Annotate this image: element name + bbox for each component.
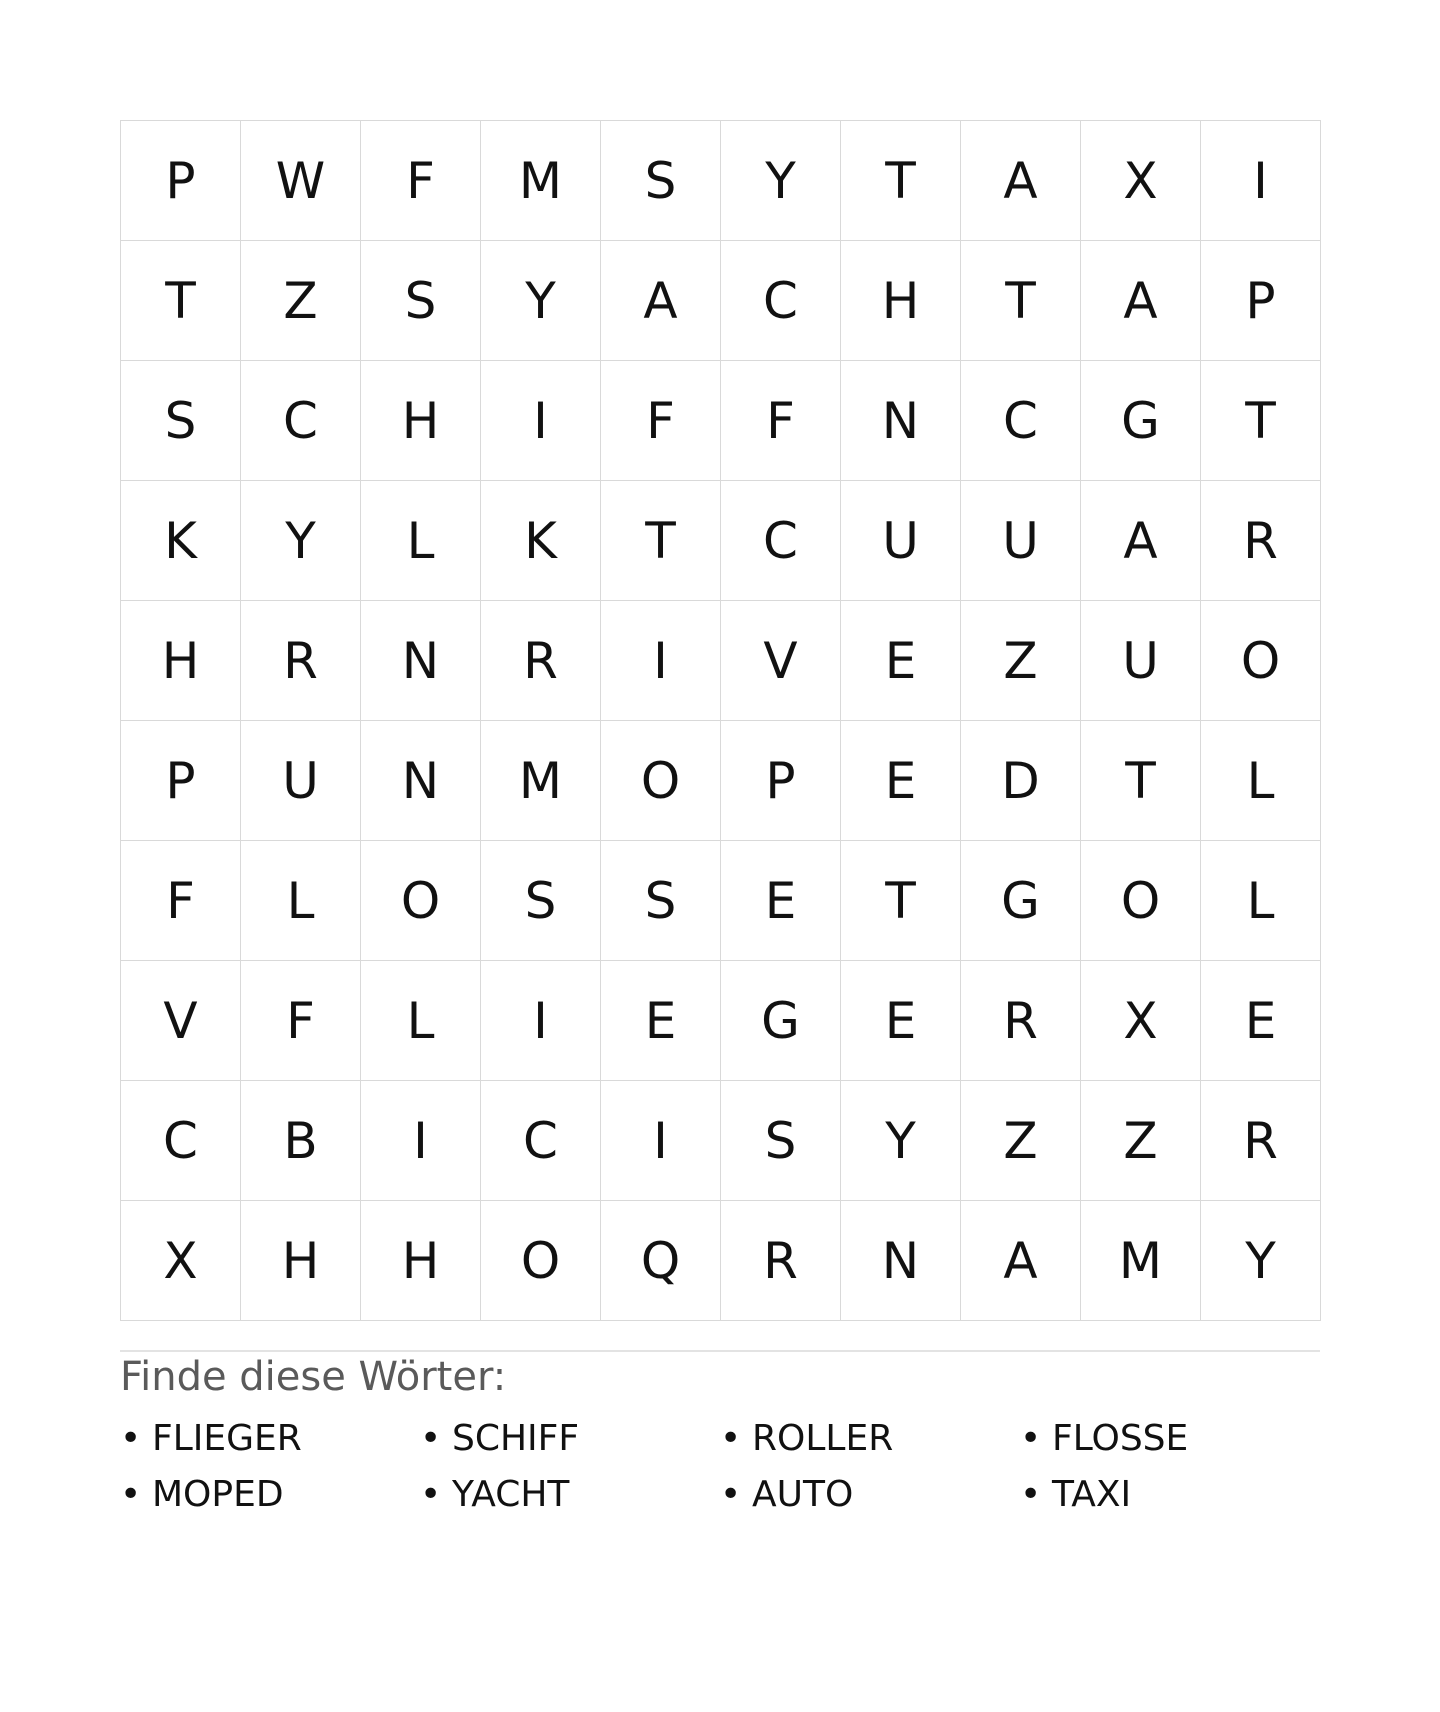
grid-cell[interactable]: I [481,961,601,1081]
grid-cell[interactable]: U [841,481,961,601]
grid-cell[interactable]: S [481,841,601,961]
word-label: YACHT [452,1473,570,1515]
word-list-item [420,1410,720,1466]
grid-cell[interactable]: E [601,961,721,1081]
word-label: AUTO [752,1473,854,1515]
grid-cell[interactable]: T [1201,361,1321,481]
grid-cell[interactable]: E [841,961,961,1081]
grid-cell[interactable]: D [961,721,1081,841]
grid-cell[interactable]: A [961,1201,1081,1321]
bullet-icon: • [1020,1473,1042,1515]
grid-cell[interactable]: U [961,481,1081,601]
grid-cell[interactable]: Z [961,601,1081,721]
grid-cell[interactable]: O [601,721,721,841]
grid-cell[interactable]: F [121,841,241,961]
grid-cell[interactable]: C [481,1081,601,1201]
grid-cell[interactable]: L [1201,721,1321,841]
grid-cell[interactable]: Z [961,1081,1081,1201]
grid-cell[interactable]: R [481,601,601,721]
grid-cell[interactable]: S [601,841,721,961]
grid-cell[interactable]: E [721,841,841,961]
grid-cell[interactable]: G [721,961,841,1081]
grid-cell[interactable]: P [121,721,241,841]
grid-cell[interactable]: I [601,1081,721,1201]
bullet-icon: • [120,1473,142,1515]
bullet-icon: • [420,1473,442,1515]
grid-cell[interactable]: I [481,361,601,481]
grid-cell[interactable]: S [601,121,721,241]
word-label: TAXI [1052,1473,1132,1515]
word-list [120,1410,1320,1522]
bullet-icon: • [720,1417,742,1459]
grid-cell[interactable]: P [721,721,841,841]
grid-cell[interactable]: Y [1201,1201,1321,1321]
grid-cell[interactable]: C [721,241,841,361]
bullet-icon: • [420,1417,442,1459]
grid-cell[interactable]: M [1081,1201,1201,1321]
grid-cell[interactable]: R [961,961,1081,1081]
grid-cell[interactable]: N [841,1201,961,1321]
grid-cell[interactable]: Y [841,1081,961,1201]
grid-cell[interactable]: W [241,121,361,241]
grid-cell[interactable]: K [121,481,241,601]
grid-cell[interactable]: H [241,1201,361,1321]
grid-cell[interactable]: A [961,121,1081,241]
grid-cell[interactable]: K [481,481,601,601]
bullet-icon: • [720,1473,742,1515]
grid-cell[interactable]: C [721,481,841,601]
grid-cell[interactable]: F [361,121,481,241]
grid-cell[interactable]: I [601,601,721,721]
grid-cell[interactable]: F [241,961,361,1081]
grid-cell[interactable]: U [1081,601,1201,721]
word-list-item [720,1466,1020,1522]
word-label: SCHIFF [452,1417,580,1459]
grid-cell[interactable]: L [1201,841,1321,961]
grid-cell[interactable]: Q [601,1201,721,1321]
grid-cell[interactable]: F [601,361,721,481]
grid-cell[interactable]: T [841,841,961,961]
grid-cell[interactable]: T [1081,721,1201,841]
grid-cell[interactable]: L [361,481,481,601]
word-label: FLOSSE [1052,1417,1189,1459]
word-list-item [120,1466,420,1522]
grid-cell[interactable]: H [361,1201,481,1321]
grid-cell[interactable]: G [961,841,1081,961]
grid-cell[interactable]: Z [241,241,361,361]
letter-grid [120,120,1321,1321]
grid-cell[interactable]: I [1201,121,1321,241]
grid-cell[interactable]: X [1081,961,1201,1081]
grid-cell[interactable]: P [121,121,241,241]
grid-cell[interactable]: X [121,1201,241,1321]
grid-cell[interactable]: X [1081,121,1201,241]
grid-cell[interactable]: N [361,721,481,841]
grid-cell[interactable]: M [481,121,601,241]
grid-cell[interactable]: L [241,841,361,961]
grid-cell[interactable]: R [721,1201,841,1321]
grid-cell[interactable]: S [721,1081,841,1201]
grid-cell[interactable]: T [121,241,241,361]
grid-cell[interactable]: H [361,361,481,481]
grid-cell[interactable]: H [841,241,961,361]
word-label: MOPED [152,1473,284,1515]
grid-cell[interactable]: T [961,241,1081,361]
word-label: ROLLER [752,1417,894,1459]
grid-cell[interactable]: T [841,121,961,241]
grid-cell[interactable]: R [1201,481,1321,601]
grid-cell[interactable]: O [361,841,481,961]
grid-cell[interactable]: I [361,1081,481,1201]
word-list-title: Finde diese Wörter: [120,1354,507,1400]
grid-cell[interactable]: L [361,961,481,1081]
grid-cell[interactable]: V [721,601,841,721]
word-list-item [720,1410,1020,1466]
word-list-item [120,1410,420,1466]
grid-cell[interactable]: H [121,601,241,721]
word-list-item [1020,1466,1320,1522]
grid-cell[interactable]: T [601,481,721,601]
grid-cell[interactable]: O [1081,841,1201,961]
grid-cell[interactable]: V [121,961,241,1081]
grid-cell[interactable]: U [241,721,361,841]
grid-cell[interactable]: O [481,1201,601,1321]
word-list-item [420,1466,720,1522]
grid-cell[interactable]: B [241,1081,361,1201]
bullet-icon: • [120,1417,142,1459]
grid-cell[interactable]: O [1201,601,1321,721]
grid-cell[interactable]: G [1081,361,1201,481]
grid-cell[interactable]: S [121,361,241,481]
grid-cell[interactable]: A [1081,481,1201,601]
grid-cell[interactable]: Y [721,121,841,241]
grid-cell[interactable]: R [1201,1081,1321,1201]
grid-cell[interactable]: C [121,1081,241,1201]
grid-cell[interactable]: E [841,601,961,721]
grid-cell[interactable]: Z [1081,1081,1201,1201]
grid-cell[interactable]: N [841,361,961,481]
grid-cell[interactable]: M [481,721,601,841]
grid-cell[interactable]: R [241,601,361,721]
bullet-icon: • [1020,1417,1042,1459]
word-label: FLIEGER [152,1417,302,1459]
grid-cell[interactable]: N [361,601,481,721]
grid-cell[interactable]: E [841,721,961,841]
grid-cell[interactable]: C [241,361,361,481]
grid-cell[interactable]: F [721,361,841,481]
grid-cell[interactable]: A [601,241,721,361]
grid-cell[interactable]: Y [241,481,361,601]
grid-cell[interactable]: C [961,361,1081,481]
grid-cell[interactable]: A [1081,241,1201,361]
word-list-item [1020,1410,1320,1466]
grid-cell[interactable]: Y [481,241,601,361]
grid-cell[interactable]: S [361,241,481,361]
grid-cell[interactable]: P [1201,241,1321,361]
grid-cell[interactable]: E [1201,961,1321,1081]
